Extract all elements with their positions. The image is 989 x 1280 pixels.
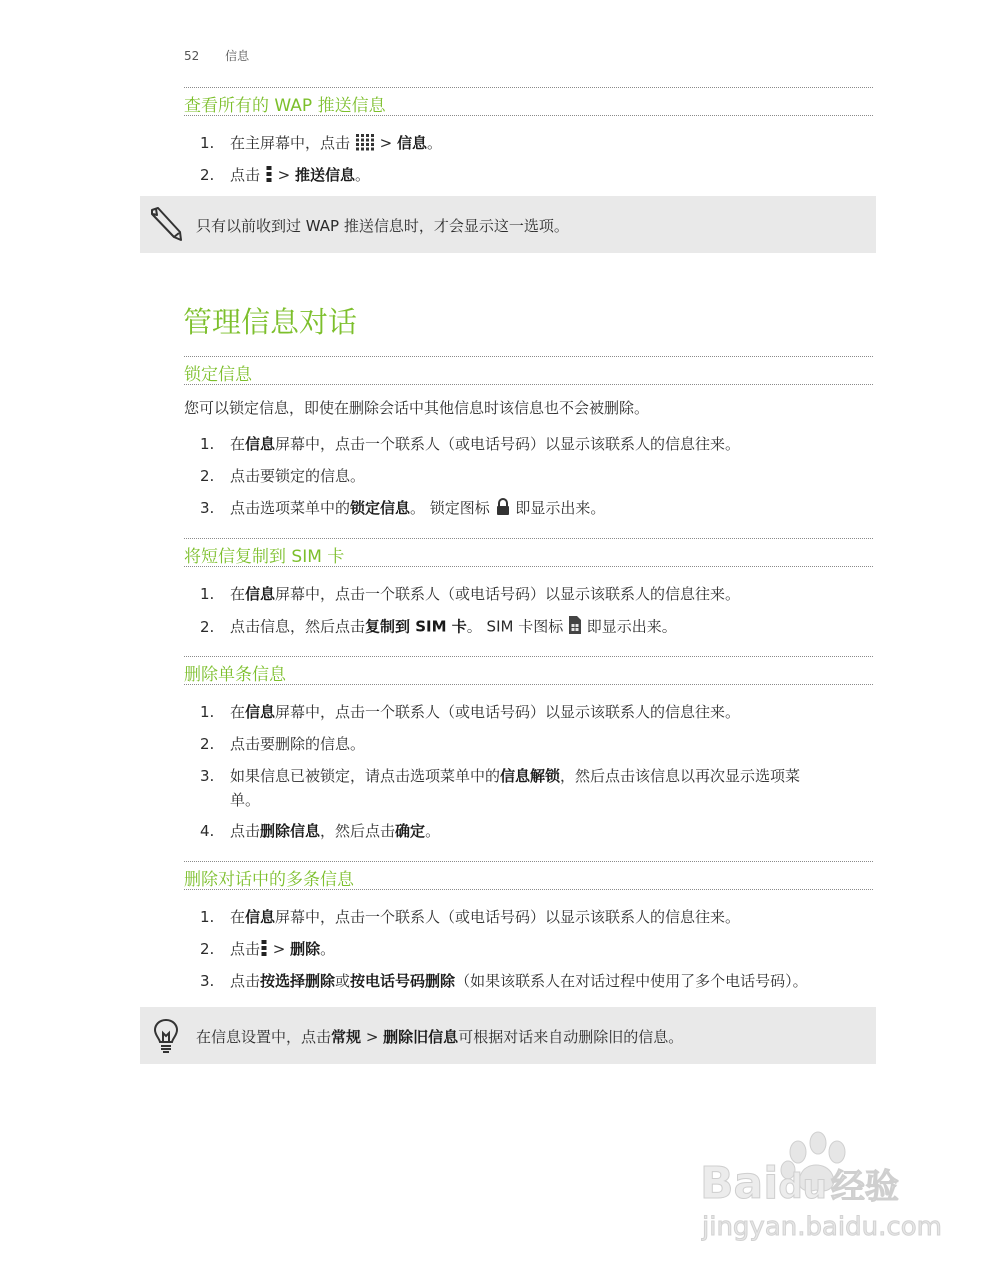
step-bold: 信息 — [245, 585, 276, 603]
step-number: 4. — [200, 822, 215, 840]
step-text: 点击选项菜单中的 — [230, 499, 351, 517]
watermark-brand — [700, 1158, 899, 1209]
page-header — [184, 47, 249, 64]
section-title-lock: 锁定信息 — [184, 365, 252, 385]
list-item — [200, 433, 740, 454]
step-text: 屏幕中，点击一个联系人（或电话号码）以显示该联系人的信息往来。 — [275, 435, 741, 453]
step-text: 点击要锁定的信息。 — [230, 467, 366, 485]
tip-text-part: 在信息设置中，点击 — [196, 1028, 332, 1046]
step-bold: 确定 — [395, 822, 426, 840]
tip-bold: 删除旧信息 — [383, 1028, 459, 1046]
step-text: 点击 — [230, 822, 261, 840]
step-number: 1. — [200, 908, 215, 926]
step-number: 2. — [200, 467, 215, 485]
list-item — [200, 733, 365, 754]
list-item — [200, 701, 740, 722]
list-item — [200, 970, 808, 991]
watermark — [700, 1130, 940, 1250]
step-number: 2. — [200, 617, 215, 636]
lock-icon — [495, 498, 511, 520]
step-number: 3. — [200, 972, 215, 990]
step-text: 在 — [230, 908, 246, 926]
tip-text — [196, 1026, 683, 1047]
list-item — [200, 465, 365, 486]
page-number: 52 — [184, 49, 200, 63]
step-number: 1. — [200, 435, 215, 453]
divider — [184, 861, 873, 862]
step-text: ，然后点击 — [320, 822, 396, 840]
separator: > — [272, 940, 286, 958]
step-bold: 按选择删除 — [260, 972, 336, 990]
step-text: 或 — [335, 972, 351, 990]
divider — [184, 684, 873, 685]
step-text: 如果信息已被锁定，请点击选项菜单中的 — [230, 767, 501, 785]
section-title-delete-multi: 删除对话中的多条信息 — [184, 870, 354, 890]
divider — [184, 656, 873, 657]
divider — [184, 87, 873, 88]
tip-text-part: 可根据对话来自动删除旧的信息。 — [458, 1028, 684, 1046]
divider — [184, 889, 873, 890]
divider — [184, 115, 873, 116]
list-item-continuation: 单。 — [230, 791, 261, 809]
step-number: 1. — [200, 585, 215, 603]
step-number: 2. — [200, 735, 215, 753]
step-text: 屏幕中，点击一个联系人（或电话号码）以显示该联系人的信息往来。 — [275, 908, 741, 926]
step-bold: 信息解锁 — [500, 767, 561, 785]
list-item — [200, 132, 442, 155]
separator: > — [379, 134, 393, 152]
step-text: 在 — [230, 435, 246, 453]
step-bold: 复制到 SIM 卡 — [365, 617, 467, 636]
step-text: ，然后点击该信息以再次显示选项菜 — [560, 767, 801, 785]
page-title: 管理信息对话 — [183, 305, 358, 339]
divider — [184, 566, 873, 567]
step-text: 屏幕中，点击一个联系人（或电话号码）以显示该联系人的信息往来。 — [275, 585, 741, 603]
step-text: 。 — [354, 166, 370, 184]
step-number: 1. — [200, 703, 215, 721]
step-text: 点击要删除的信息。 — [230, 735, 366, 753]
list-item — [200, 164, 370, 187]
separator: > — [277, 166, 291, 184]
menu-dots-icon — [265, 165, 273, 187]
step-text: 。 — [320, 940, 336, 958]
step-bold: 信息 — [245, 435, 276, 453]
step-text: 在 — [230, 703, 246, 721]
header-title: 信息 — [225, 49, 250, 63]
list-item — [200, 938, 335, 961]
watermark-brand-part: du — [778, 1167, 827, 1207]
note-text: 只有以前收到过 WAP 推送信息时，才会显示这一选项。 — [196, 217, 569, 235]
lightbulb-icon — [152, 1017, 180, 1059]
menu-dots-icon — [260, 939, 268, 961]
list-item — [200, 906, 740, 927]
step-text: 即显示出来。 — [586, 617, 677, 636]
step-text: 点击 — [230, 940, 261, 958]
step-text: 在主屏幕中，点击 — [230, 134, 351, 152]
divider — [184, 356, 873, 357]
watermark-cn: 经验 — [830, 1167, 899, 1207]
tip-bold: 常规 — [331, 1028, 362, 1046]
step-text: 。 SIM 卡图标 — [466, 617, 564, 636]
step-text: 屏幕中，点击一个联系人（或电话号码）以显示该联系人的信息往来。 — [275, 703, 741, 721]
step-number: 3. — [200, 499, 215, 517]
step-bold: 信息 — [245, 703, 276, 721]
step-text: 点击 — [230, 972, 261, 990]
step-text: 即显示出来。 — [515, 499, 606, 517]
step-number: 3. — [200, 767, 215, 785]
separator: > — [365, 1028, 379, 1046]
pencil-icon — [148, 206, 184, 246]
step-text: 。 锁定图标 — [410, 499, 490, 517]
tip-box — [140, 1007, 876, 1064]
list-item — [200, 615, 677, 639]
step-bold: 删除信息 — [260, 822, 321, 840]
watermark-url: jingyan.baidu.com — [702, 1212, 942, 1242]
list-item — [200, 765, 800, 786]
step-text: 在 — [230, 585, 246, 603]
divider — [184, 538, 873, 539]
section-title-wap: 查看所有的 WAP 推送信息 — [184, 96, 386, 116]
list-item — [200, 583, 740, 604]
step-bold: 锁定信息 — [350, 499, 411, 517]
section-title-delete-single: 删除单条信息 — [184, 665, 286, 685]
intro-paragraph: 您可以锁定信息，即使在删除会话中其他信息时该信息也不会被删除。 — [184, 399, 650, 417]
step-bold: 删除 — [290, 940, 321, 958]
step-text: 。 — [425, 822, 441, 840]
apps-grid-icon — [355, 133, 375, 155]
section-title-copy-sim: 将短信复制到 SIM 卡 — [184, 547, 345, 567]
step-bold: 信息 — [396, 134, 427, 152]
divider — [184, 384, 873, 385]
note-box — [140, 196, 876, 253]
list-item — [200, 497, 605, 520]
step-bold: 信息 — [245, 908, 276, 926]
step-number: 2. — [200, 940, 215, 958]
watermark-brand-part: Bai — [700, 1158, 779, 1209]
sim-card-icon — [568, 615, 582, 639]
step-text: （如果该联系人在对话过程中使用了多个电话号码）。 — [455, 972, 808, 990]
step-number: 2. — [200, 166, 215, 184]
step-text: 。 — [426, 134, 442, 152]
list-item — [200, 820, 440, 841]
step-bold: 推送信息 — [294, 166, 355, 184]
step-text: 点击 — [230, 166, 261, 184]
step-text: 点击信息，然后点击 — [230, 617, 366, 636]
step-number: 1. — [200, 134, 215, 152]
step-bold: 按电话号码删除 — [350, 972, 456, 990]
